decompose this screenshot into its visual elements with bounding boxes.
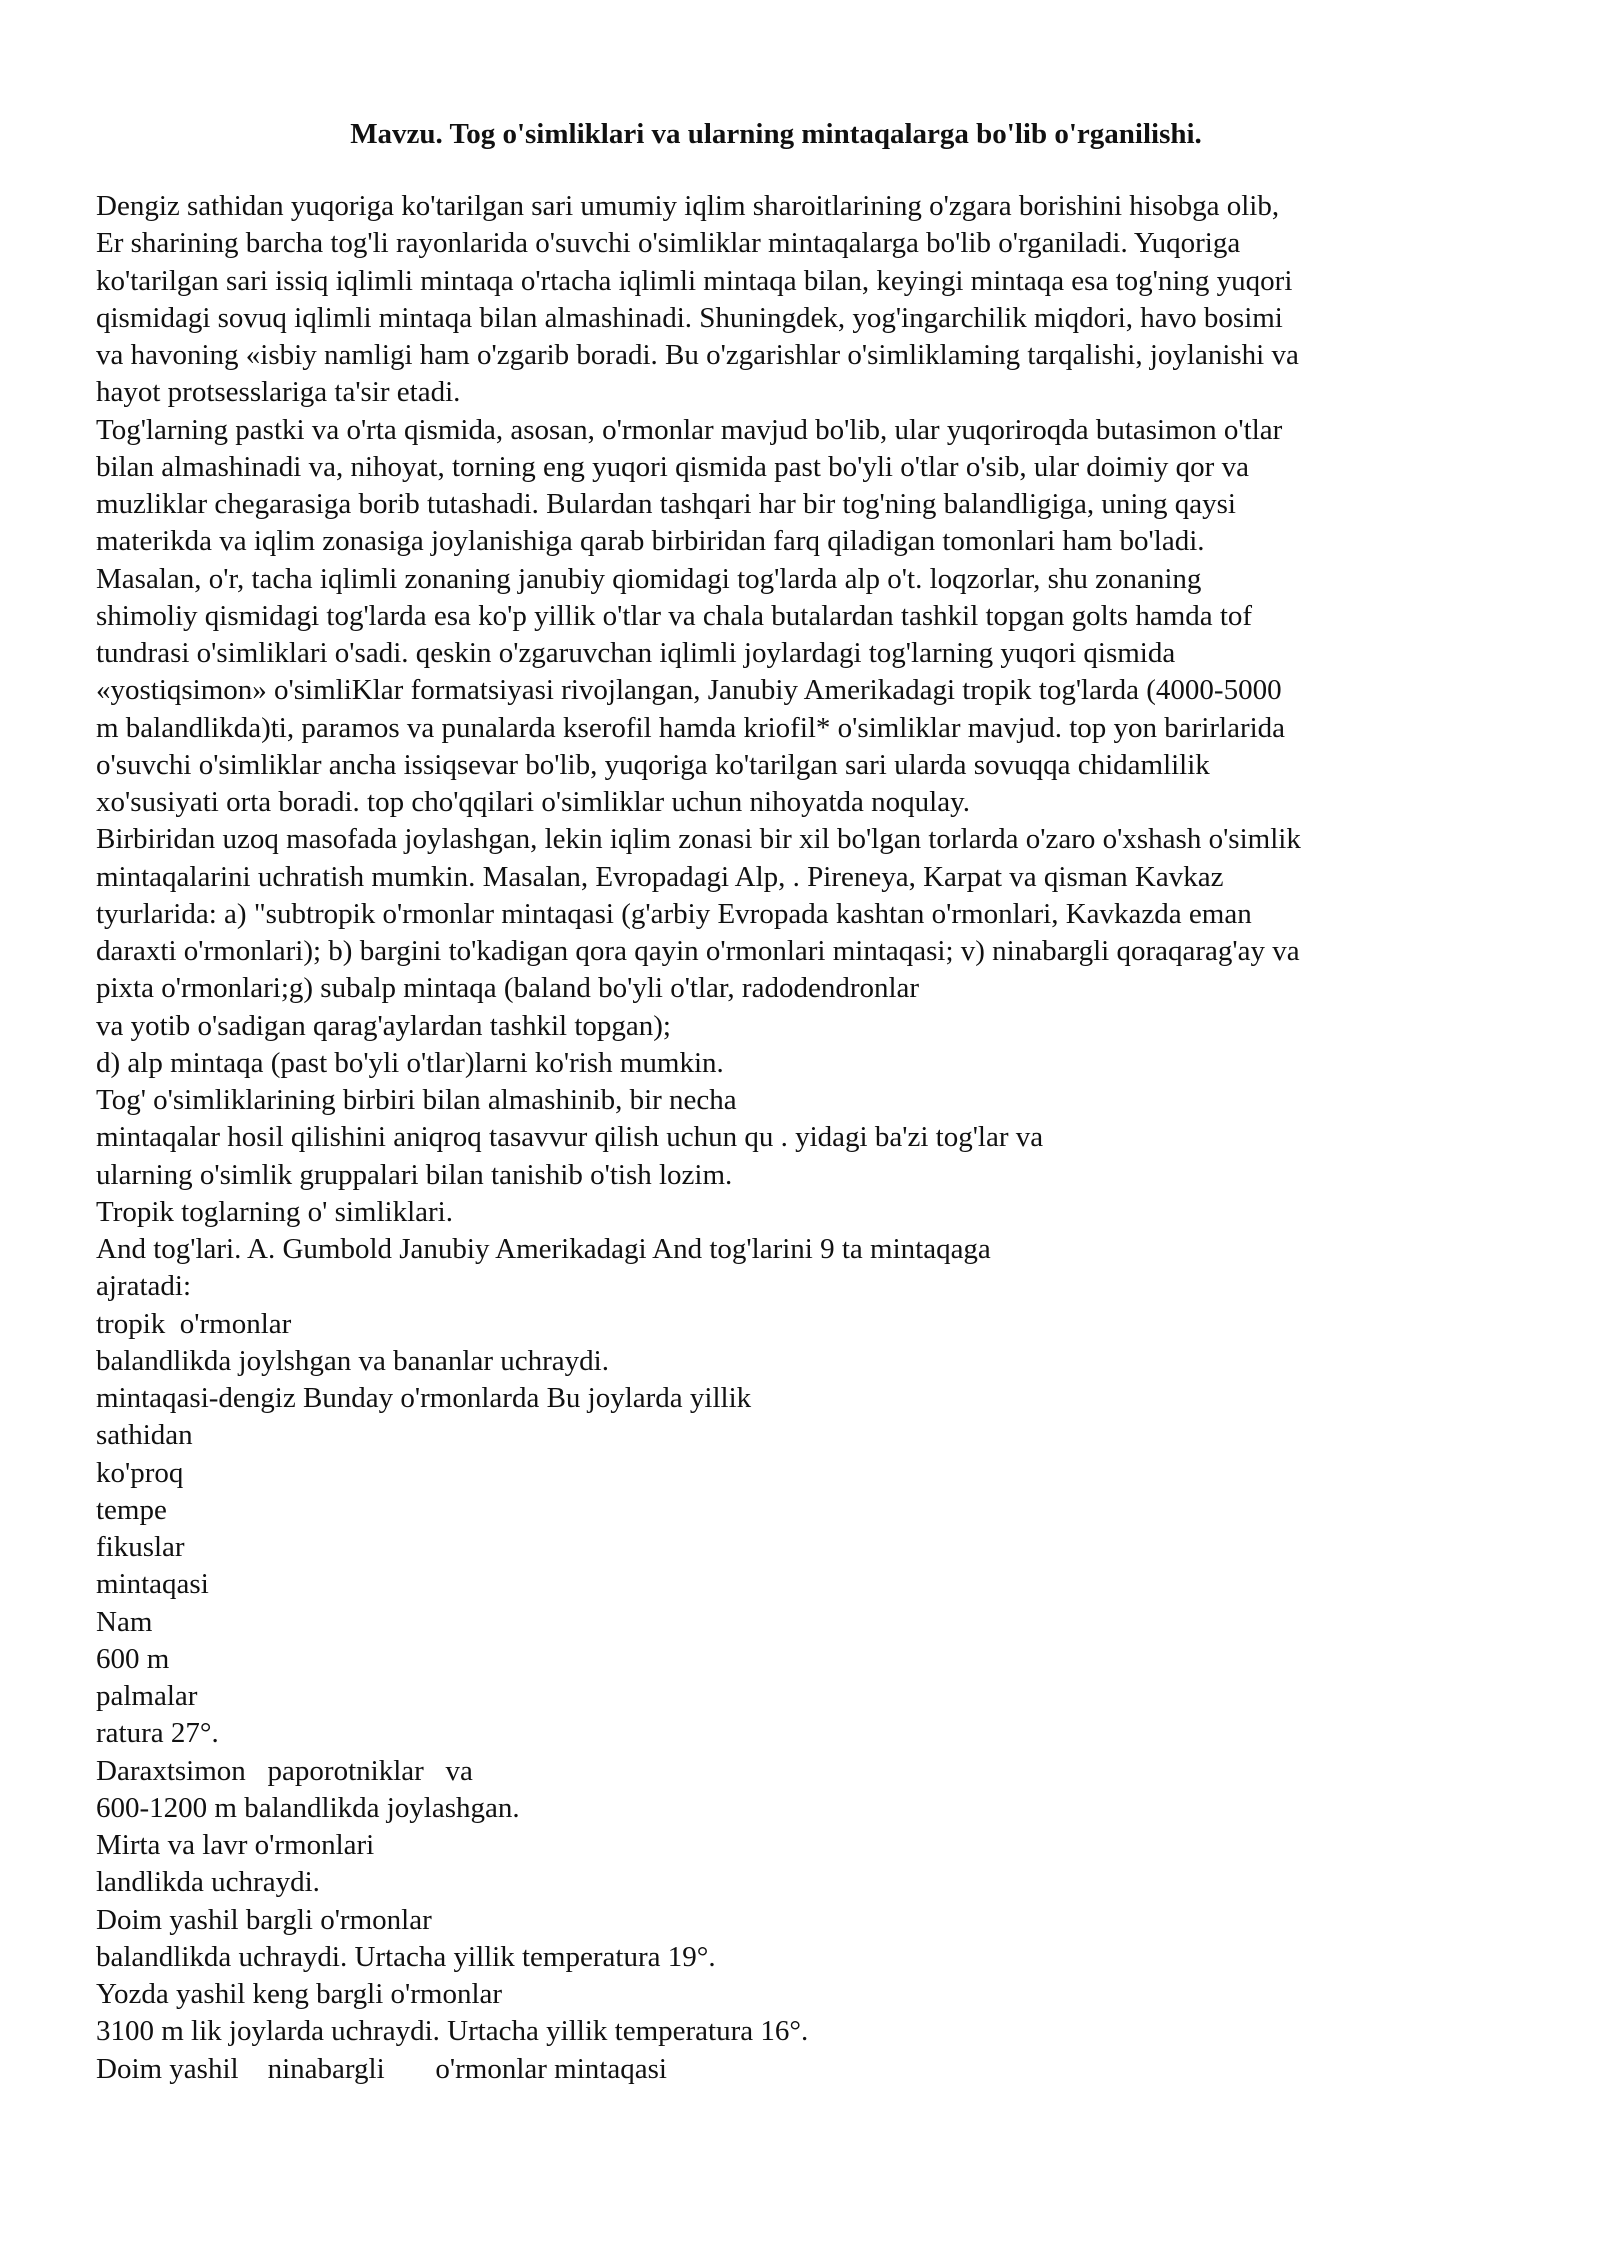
- text-line: d) alp mintaqa (past bo'yli o'tlar)larni ko'rish mumkin.: [96, 1046, 724, 1079]
- text-line: Er sharining barcha tog'li rayonlarida o'suvchi o'simliklar mintaqalarga bo'lib o'rganiladi. Yuqoriga: [96, 227, 1241, 260]
- text-line: ko'tarilgan sari issiq iqlimli mintaqa o'rtacha iqlimli mintaqa bilan, keyingi mintaqa esa tog'ning yuqori: [96, 264, 1293, 297]
- text-line: Birbiridan uzoq masofada joylashgan, lekin iqlim zonasi bir xil bo'lgan torlarda o'zaro o'xshash o'simlik: [96, 823, 1301, 856]
- document-title: Mavzu. Tog o'simliklari va ularning mintaqalarga bo'lib o'rganilishi.: [350, 118, 1202, 150]
- text-line: bilan almashinadi va, nihoyat, torning eng yuqori qismida past bo'yli o'tlar o'sib, ular doimiy qor va: [96, 450, 1249, 483]
- text-line: hayot protsesslariga ta'sir etadi.: [96, 376, 461, 409]
- text-line: Mirta va lavr o'rmonlari: [96, 1829, 375, 1861]
- text-line: Tropik toglarning o' simliklari.: [96, 1195, 453, 1228]
- text-line: Doim yashil ninabargli o'rmonlar mintaqasi: [96, 2052, 667, 2085]
- text-line: ko'proq: [96, 1456, 184, 1489]
- text-line: And tog'lari. A. Gumbold Janubiy Amerikadagi And tog'larini 9 ta mintaqaga: [96, 1233, 991, 1265]
- text-line: Tog'larning pastki va o'rta qismida, asosan, o'rmonlar mavjud bo'lib, ular yuqoriroqda butasimon o'tlar: [96, 413, 1283, 446]
- text-line: «yostiqsimon» o'simliKlar formatsiyasi rivojlangan, Janubiy Amerikadagi tropik tog'larda (4000-5000: [96, 674, 1282, 707]
- text-line: ajratadi:: [96, 1270, 192, 1303]
- text-line: va havoning «isbiy namligi ham o'zgarib boradi. Bu o'zgarishlar o'simliklaming tarqalishi, joylanishi va: [96, 339, 1299, 371]
- text-line: pixta o'rmonlari;g) subalp mintaqa (baland bo'yli o'tlar, radodendronlar: [96, 972, 920, 1005]
- text-line: tempe: [96, 1493, 167, 1526]
- text-line: mintaqalar hosil qilishini aniqroq tasavvur qilish uchun qu . yidagi ba'zi tog'lar va: [96, 1121, 1044, 1154]
- text-line: 600 m: [96, 1642, 170, 1675]
- text-line: muzliklar chegarasiga borib tutashadi. Bulardan tashqari har bir tog'ning balandligiga, uning qaysi: [96, 488, 1236, 520]
- text-line: 3100 m lik joylarda uchraydi. Urtacha yillik temperatura 16°.: [96, 2015, 809, 2048]
- text-line: mintaqasi-dengiz Bunday o'rmonlarda Bu joylarda yillik: [96, 1382, 752, 1414]
- text-line: balandlikda uchraydi. Urtacha yillik temperatura 19°.: [96, 1940, 716, 1973]
- text-line: m balandlikda)ti, paramos va punalarda kserofil hamda kriofil* o'simliklar mavjud. top yon barirlarida: [96, 711, 1286, 744]
- text-line: tropik o'rmonlar: [96, 1307, 292, 1340]
- text-line: va yotib o'sadigan qarag'aylardan tashkil topgan);: [96, 1009, 671, 1042]
- text-line: mintaqalarini uchratish mumkin. Masalan, Evropadagi Alp, . Pireneya, Karpat va qisman Kavkaz: [96, 860, 1224, 893]
- document-body: [96, 188, 1516, 2088]
- text-line: Masalan, o'r, tacha iqlimli zonaning janubiy qiomidagi tog'larda alp o't. loqzorlar, shu zonaning: [96, 562, 1202, 595]
- text-line: tundrasi o'simliklari o'sadi. qeskin o'zgaruvchan iqlimli joylardagi tog'larning yuqori qismida: [96, 637, 1176, 669]
- text-line: Dengiz sathidan yuqoriga ko'tarilgan sari umumiy iqlim sharoitlarining o'zgara borishini hisobga olib,: [96, 190, 1280, 222]
- text-line: o'suvchi o'simliklar ancha issiqsevar bo'lib, yuqoriga ko'tarilgan sari ularda sovuqqa chidamlilik: [96, 748, 1210, 781]
- text-line: ratura 27°.: [96, 1717, 219, 1750]
- text-line: daraxti o'rmonlari); b) bargini to'kadigan qora qayin o'rmonlari mintaqasi; v) ninabargli qoraqarag'ay va: [96, 935, 1300, 967]
- text-line: shimoliy qismidagi tog'larda esa ko'p yillik o'tlar va chala butalardan tashkil topgan golts hamda tof: [96, 599, 1253, 632]
- text-line: tyurlarida: a) "subtropik o'rmonlar mintaqasi (g'arbiy Evropada kashtan o'rmonlari, Kavkazda eman: [96, 897, 1252, 930]
- text-line: fikuslar: [96, 1531, 185, 1563]
- text-line: materikda va iqlim zonasiga joylanishiga qarab birbiridan farq qiladigan tomonlari ham bo'ladi.: [96, 525, 1205, 558]
- text-line: 600-1200 m balandlikda joylashgan.: [96, 1791, 520, 1824]
- text-line: Yozda yashil keng bargli o'rmonlar: [96, 1978, 503, 2010]
- text-line: Tog' o'simliklarining birbiri bilan almashinib, bir necha: [96, 1084, 737, 1116]
- text-line: landlikda uchraydi.: [96, 1866, 320, 1899]
- text-line: balandlikda joylshgan va bananlar uchraydi.: [96, 1344, 609, 1377]
- text-line: qismidagi sovuq iqlimli mintaqa bilan almashinadi. Shuningdek, yog'ingarchilik miqdori, havo bosimi: [96, 301, 1283, 334]
- text-line: xo'susiyati orta boradi. top cho'qqilari o'simliklar uchun nihoyatda noqulay.: [96, 786, 970, 818]
- text-line: sathidan: [96, 1419, 193, 1452]
- text-line: ularning o'simlik gruppalari bilan tanishib o'tish lozim.: [96, 1158, 733, 1191]
- text-line: Nam: [96, 1605, 153, 1638]
- text-line: palmalar: [96, 1680, 198, 1712]
- text-line: mintaqasi: [96, 1568, 209, 1601]
- text-line: Daraxtsimon paporotniklar va: [96, 1754, 473, 1787]
- text-line: Doim yashil bargli o'rmonlar: [96, 1903, 432, 1936]
